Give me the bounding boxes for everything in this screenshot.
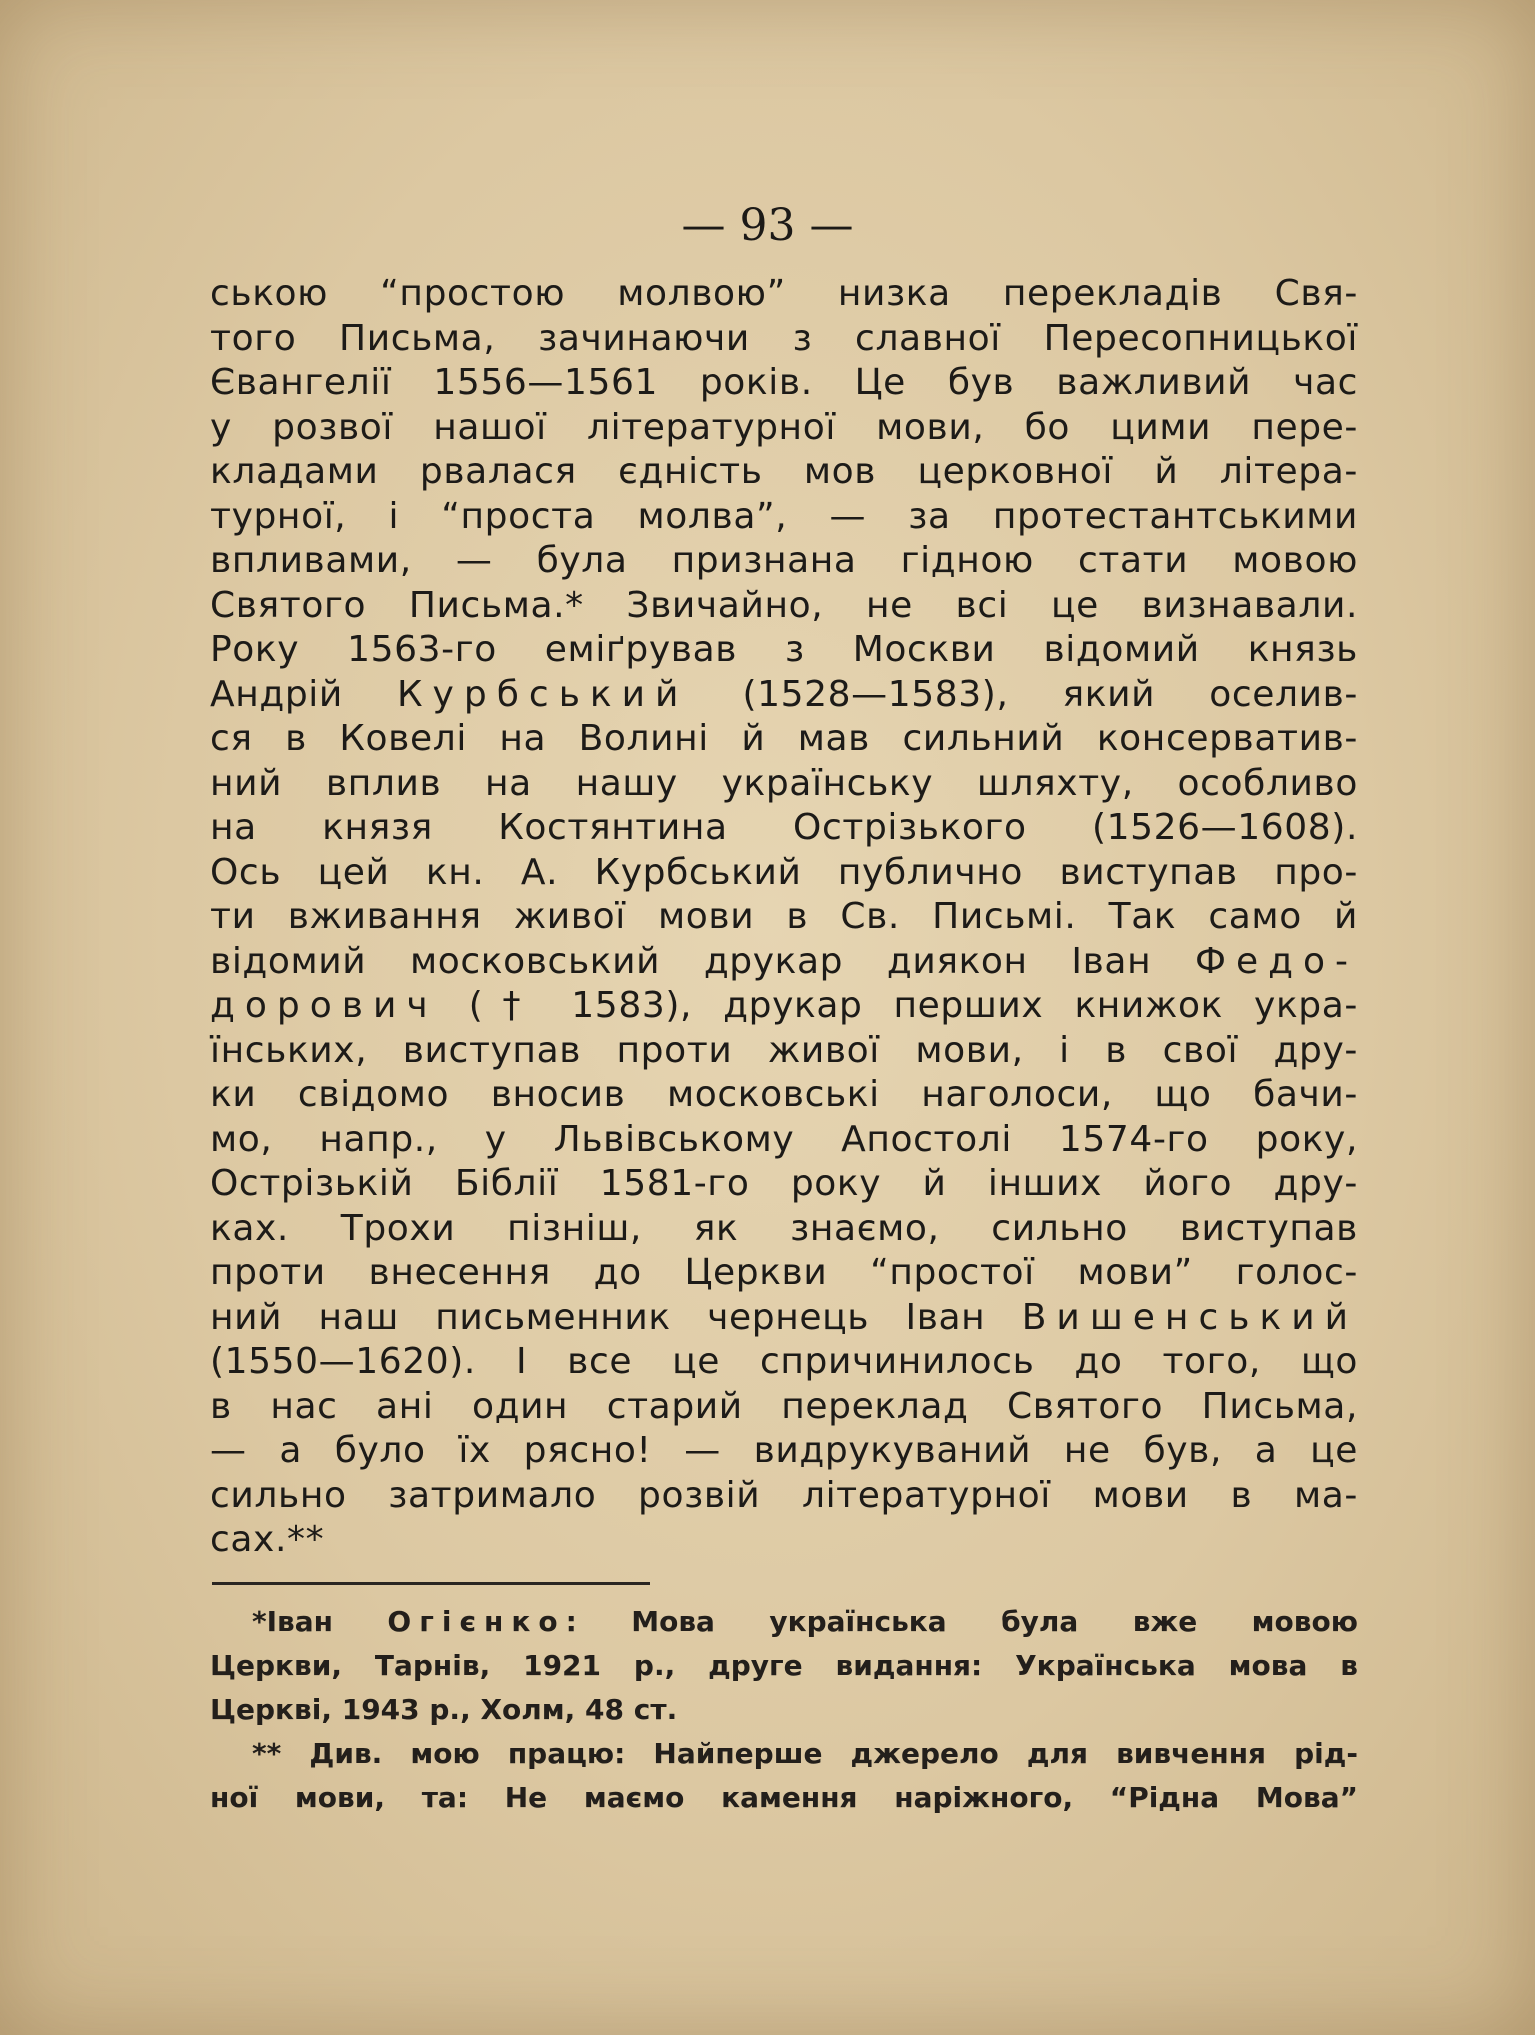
text-line: ською “простою молвою” низка перекладів Свя- [210, 273, 1358, 314]
text-line: ся в Ковелі на Волині й мав сильний консерватив- [210, 718, 1358, 759]
text-line: кладами рвалася єдність мов церковної й літера- [210, 451, 1358, 492]
body-text [210, 272, 1358, 1563]
text-line: ки свідомо вносив московські наголоси, що бачи- [210, 1074, 1358, 1115]
text-line [210, 984, 1358, 1029]
text-line: того Письма, зачинаючи з славної Пересопницької [210, 317, 1358, 359]
text-line: Євангелії 1556—1561 років. Це був важливий час [210, 362, 1358, 403]
footnote-segment: : Мова українська була вже мовою [565, 1605, 1358, 1638]
spaced-name: дорович [210, 985, 438, 1026]
text-line: впливами, — була признана гідною стати мовою [210, 540, 1358, 581]
text-line [210, 673, 1358, 718]
spaced-author: Огієнко [387, 1605, 566, 1638]
footnote-line: ної мови, та: Не маємо камення наріжного, “Рідна Мова” [210, 1781, 1358, 1814]
footnote-line: ** Див. мою працю: Найперше джерело для вивчення рід- [252, 1737, 1358, 1770]
text-line [210, 1296, 1358, 1341]
footnote-line: Церкви, Тарнів, 1921 р., друге видання: Українська мова в [210, 1649, 1358, 1682]
text-line: Року 1563-го еміґрував з Москви відомий князь [210, 629, 1358, 670]
text-line: Острізькій Біблії 1581-го року й інших його дру- [210, 1163, 1358, 1204]
spaced-name: Федо- [1194, 940, 1358, 982]
text-line: турної, і “проста молва”, — за протестантськими [210, 495, 1358, 537]
text-line: ти вживання живої мови в Св. Письмі. Так само й [210, 896, 1358, 937]
footnote-segment: *Іван [252, 1605, 388, 1638]
text-line: Ось цей кн. А. Курбський публично виступав про- [210, 851, 1358, 893]
text-segment: († 1583), друкар перших книжок укра- [437, 985, 1358, 1026]
text-line: їнських, виступав проти живої мови, і в свої дру- [210, 1029, 1358, 1071]
footnote-line: Церкві, 1943 р., Холм, 48 ст. [210, 1693, 678, 1726]
text-line: сах.** [210, 1519, 325, 1560]
text-segment: Андрій [210, 673, 397, 715]
text-segment: відомий московський друкар диякон Іван [210, 940, 1195, 982]
text-line: ках. Трохи пізніш, як знаємо, сильно виступав [210, 1207, 1358, 1249]
footnotes [210, 1600, 1358, 1820]
footnote-line [210, 1600, 1358, 1644]
text-line: у розвої нашої літературної мови, бо цими пере- [210, 406, 1358, 448]
text-line: сильно затримало розвій літературної мови в ма- [210, 1474, 1358, 1516]
spaced-name: Вишенський [1021, 1296, 1358, 1338]
text-segment: ний наш письменник чернець Іван [210, 1296, 1022, 1338]
text-segment: (1528—1583), який оселив- [688, 673, 1358, 715]
text-line: проти внесення до Церкви “простої мови” голос- [210, 1252, 1358, 1293]
text-line: мо, напр., у Львівському Апостолі 1574-го року, [210, 1118, 1358, 1160]
spaced-name: Курбський [396, 673, 689, 715]
footnote-divider [212, 1582, 650, 1585]
page-number: — 93 — [681, 200, 854, 251]
text-line [210, 940, 1358, 985]
text-line: в нас ані один старий переклад Святого Письма, [210, 1385, 1358, 1427]
text-line: — а було їх рясно! — видрукуваний не був, а це [210, 1430, 1358, 1471]
text-line: на князя Костянтина Острізького (1526—1608). [210, 807, 1358, 848]
text-line: (1550—1620). І все це спричинилось до того, що [210, 1341, 1358, 1382]
text-line: Святого Письма.* Звичайно, не всі це визнавали. [210, 584, 1358, 626]
text-line: ний вплив на нашу українську шляхту, особливо [210, 762, 1358, 804]
